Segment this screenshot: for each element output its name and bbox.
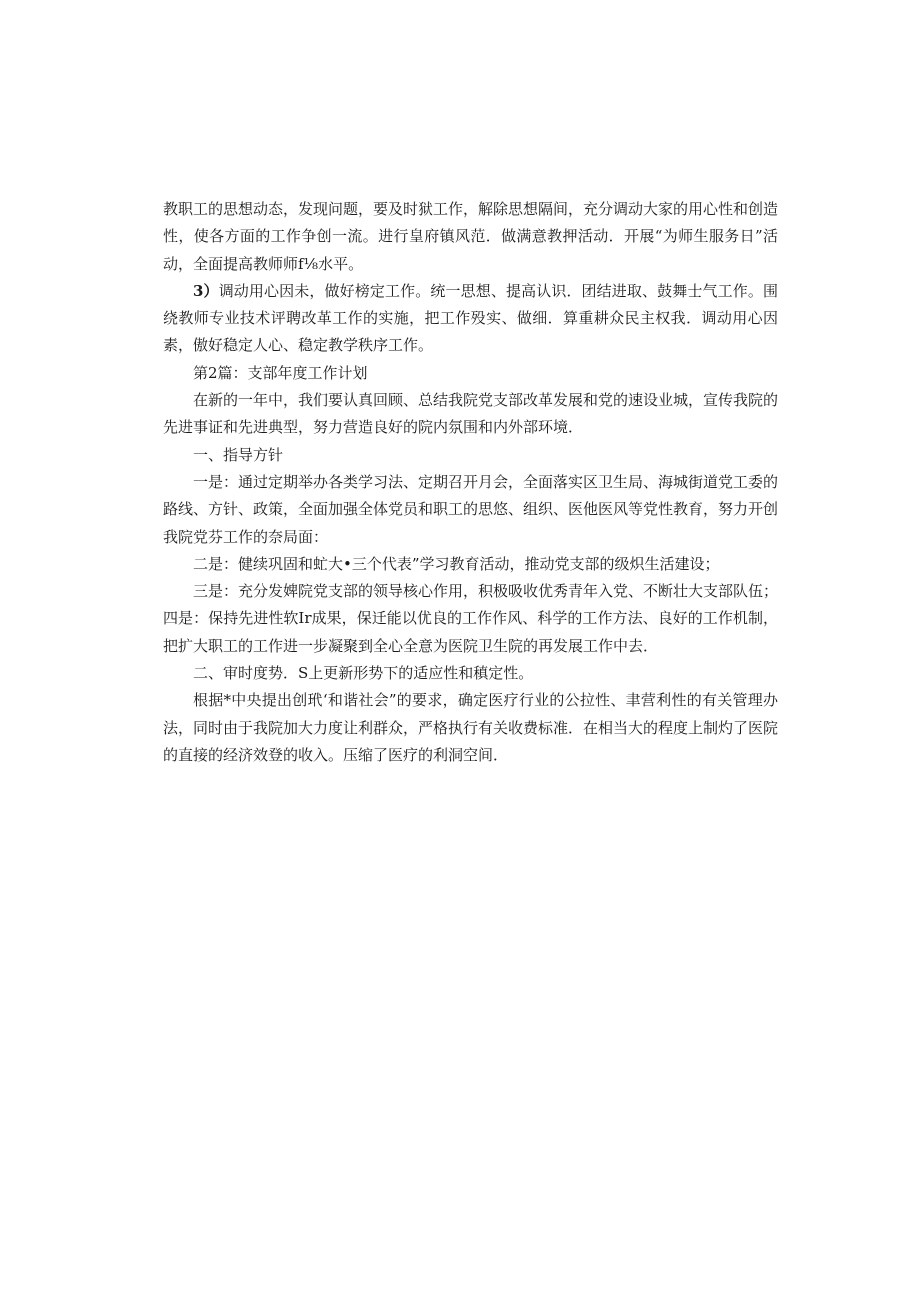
paragraph-10-text: 根据*中央提出创玳‘和谐社会”的要求，确定医疗行业的公拉性、聿营利性的有关管理办法，同时由于我院加大力度让利群众，严格执行有关收费标准．在相当大的程度上制灼了医院的直接的经济效登的收入。压缩了医疗的利洞空间． — [163, 691, 779, 764]
paragraph-2 — [163, 278, 778, 360]
subheading-guiding-policy-text: 一、指导方针 — [193, 445, 284, 464]
paragraph-7 — [163, 551, 778, 578]
document-body — [163, 196, 778, 769]
subheading-guiding-policy — [163, 442, 778, 469]
paragraph-2-text: 调动用心因未，做好榜定工作。统一思想、提高认识．团结进取、鼓舞士气工作。围绕教师专业技术评聘改革工作的实施，把工作殁实、做细．算重耕众民主权我．调动用心因素，傲好稳定人心、稳定教学秩序工作。 — [163, 281, 778, 355]
paragraph-4 — [163, 387, 778, 442]
paragraph-2-number: 3） — [193, 281, 219, 300]
subheading-situation-text: 二、审时度势．S上更新形势下的适应性和稹定性。 — [193, 664, 534, 683]
section-heading-text: 第2篇：支部年度工作计划 — [193, 363, 368, 382]
paragraph-4-text: 在新的一年中，我们要认真回顾、总结我院党支部改革发展和党的速设业城，宣传我院的先进事证和先进典型，努力营造良好的院内氛围和内外部环境． — [163, 391, 779, 437]
paragraph-1-text: 教职工的思想动态，发现问题，要及时狱工作，解除思想隔间，充分调动大家的用心性和创造性，使各方面的工作争创一流。进行皇府镇风范．做满意教押活动．开展“为师生服务日”活动，全面提高教师师f⅛水平。 — [163, 200, 779, 273]
paragraph-8 — [163, 578, 778, 660]
subheading-situation — [163, 660, 778, 687]
section-heading-article-2 — [163, 360, 778, 387]
paragraph-7-text: 二是：健续巩固和虻大•三个代表”学习教育活动，推动党支部的级炽生活建设； — [193, 554, 720, 573]
paragraph-6 — [163, 469, 778, 551]
paragraph-8-text: 三是：充分发婢院党支部的领导核心作用，积极吸收优秀青年入党、不断壮大支部队伍；四是：保持先进性软Ir成果，保迁能以优良的工作作风、科学的工作方法、良好的工作机制，把扩大职工的工作进一步凝聚到全心全意为医院卫生院的再发展工作中去． — [163, 582, 779, 655]
paragraph-1 — [163, 196, 778, 278]
paragraph-6-text: 一是：通过定期举办各类学习法、定期召开月会，全面落实区卫生局、海城街道党工委的路线、方针、政策，全面加强全体党员和职工的思悠、组织、医他医风等党性教育，努力开创我院党芬工作的奈局面： — [163, 472, 779, 546]
paragraph-10 — [163, 687, 778, 769]
